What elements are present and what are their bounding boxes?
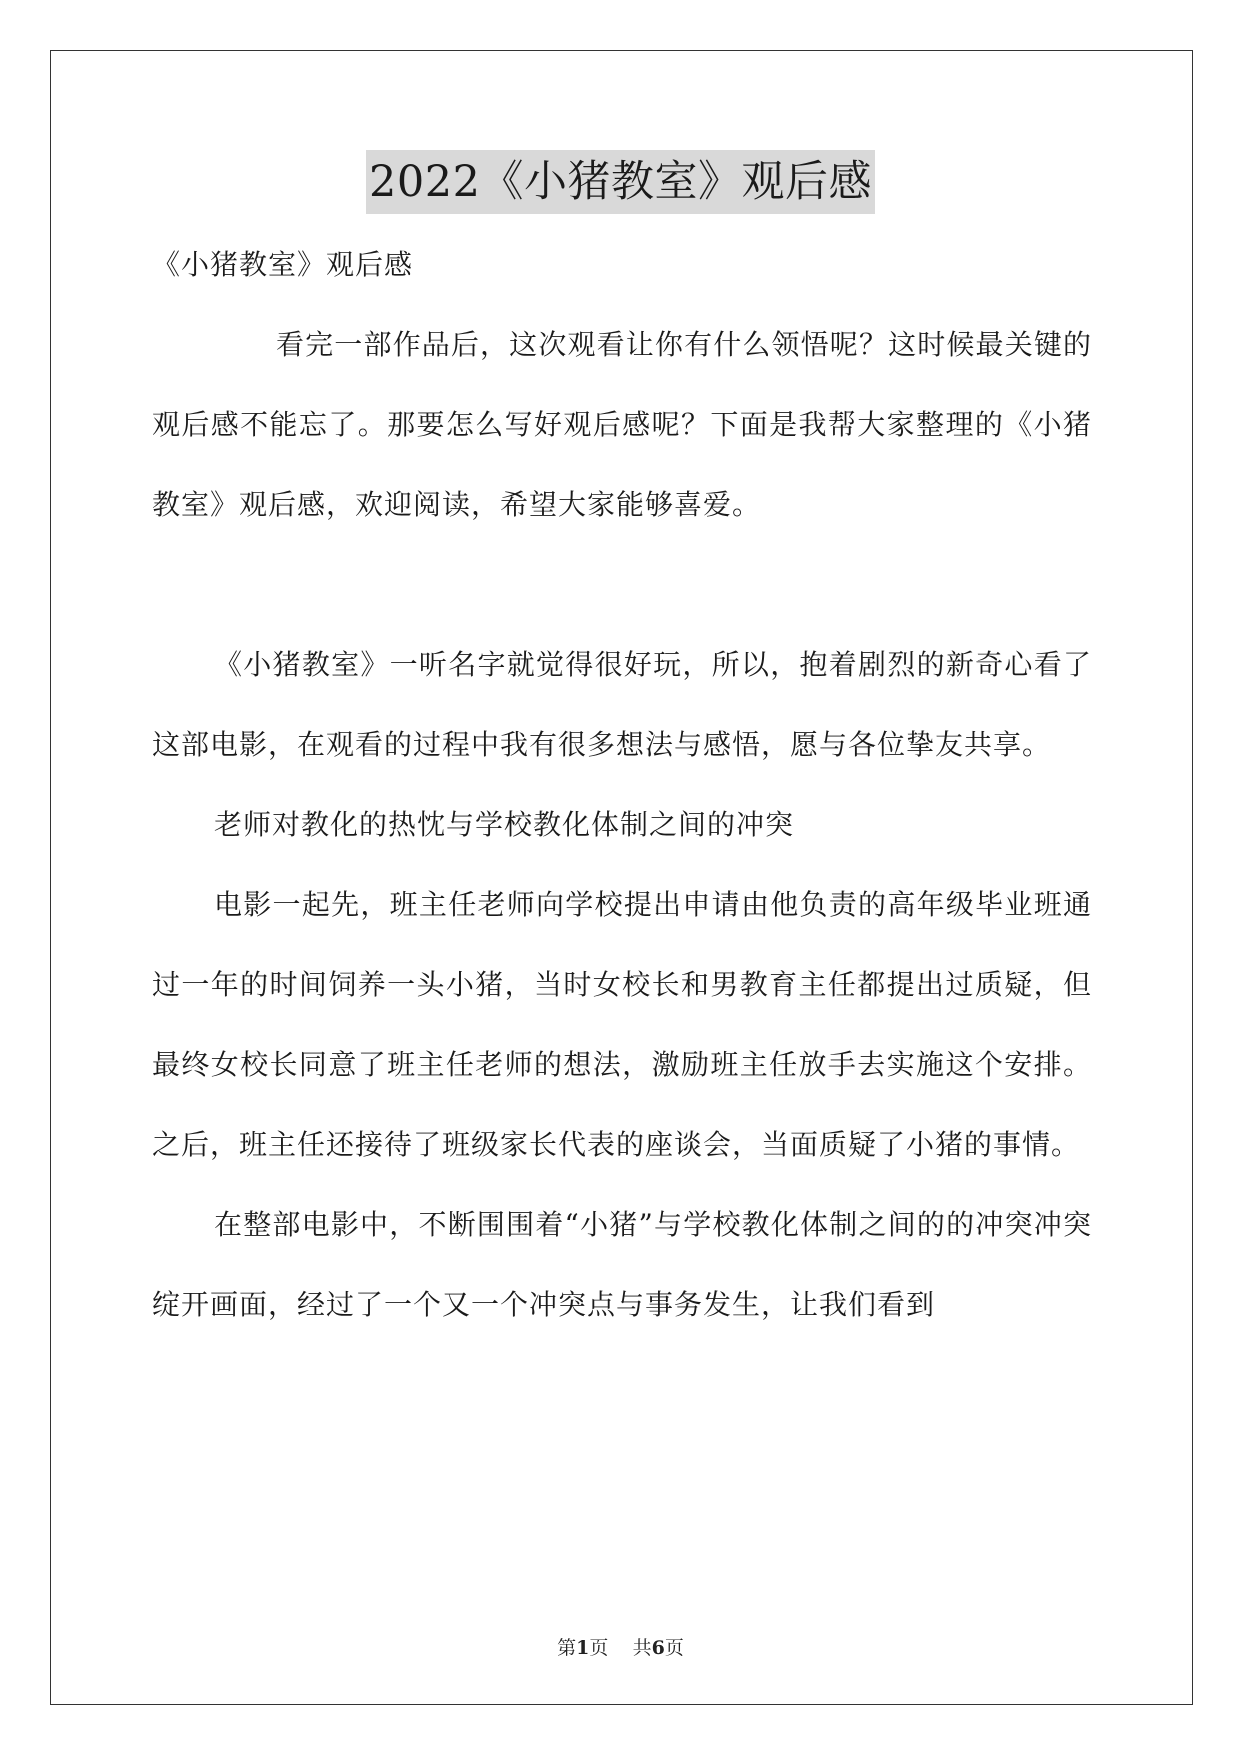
- total-prefix: 共: [632, 1637, 652, 1659]
- document-body: [152, 225, 1092, 1345]
- paragraph-2: 电影一起先，班主任老师向学校提出申请由他负责的高年级毕业班通过一年的时间饲养一头小猪，当时女校长和男教育主任都提出过质疑，但最终女校长同意了班主任老师的想法，激励班主任放手去实施这个安排。之后，班主任还接待了班级家长代表的座谈会，当面质疑了小猪的事情。: [152, 888, 1092, 1161]
- paragraph-1: 《小猪教室》一听名字就觉得很好玩，所以，抱着剧烈的新奇心看了这部电影，在观看的过程中我有很多想法与感悟，愿与各位挚友共享。: [152, 648, 1092, 761]
- document-title: 2022《小猪教室》观后感: [366, 150, 875, 214]
- total-suffix: 页: [664, 1637, 684, 1659]
- page-current: 1: [576, 1637, 590, 1659]
- page-suffix: 页: [589, 1637, 609, 1659]
- blank-line: [152, 545, 1092, 625]
- page-prefix: 第: [557, 1637, 577, 1659]
- paragraph-3: 在整部电影中，不断围围着“小猪”与学校教化体制之间的的冲突冲突绽开画面，经过了一个又一个冲突点与事务发生，让我们看到: [152, 1208, 1092, 1321]
- page-footer: [0, 1633, 1241, 1660]
- page-total: 6: [651, 1637, 665, 1659]
- paragraph-subheading: 老师对教化的热忱与学校教化体制之间的冲突: [214, 808, 795, 841]
- title-container: [0, 150, 1241, 214]
- paragraph-intro: 看完一部作品后，这次观看让你有什么领悟呢？这时候最关键的观后感不能忘了。那要怎么写好观后感呢？下面是我帮大家整理的《小猪教室》观后感，欢迎阅读，希望大家能够喜爱。: [152, 328, 1092, 521]
- paragraph-heading: 《小猪教室》观后感: [152, 248, 414, 281]
